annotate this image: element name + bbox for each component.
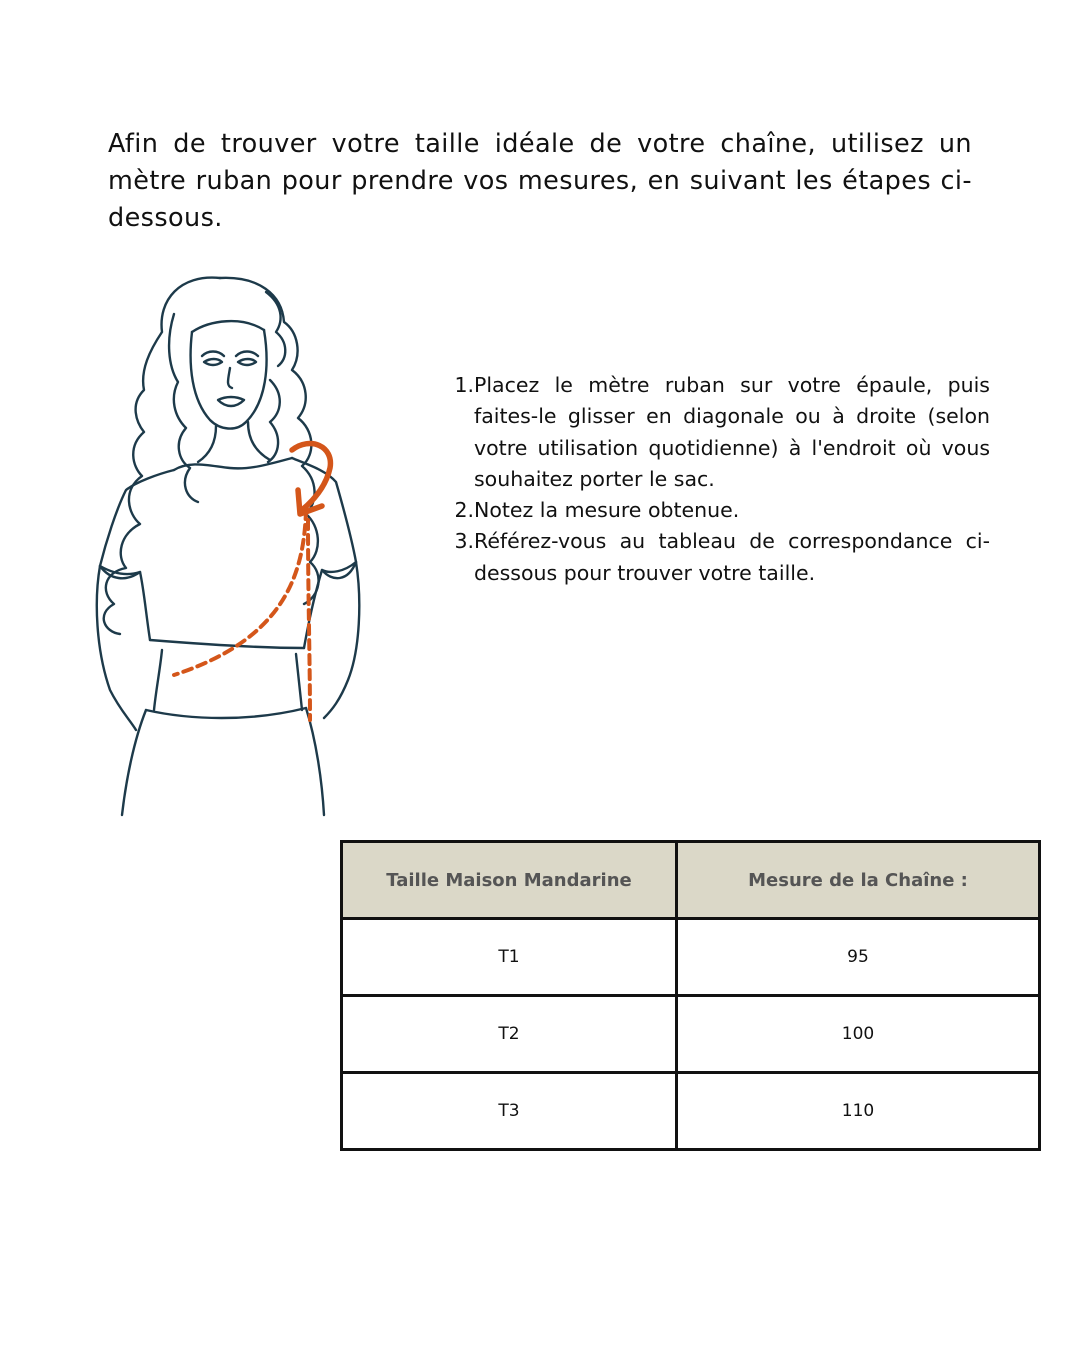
size-chart-table [340,840,1041,1151]
step-item [450,370,990,495]
step-number: 2. [454,498,474,523]
step-number: 3. [454,529,474,554]
step-text: Placez le mètre ruban sur votre épaule, puis faites-le glisser en diagonale ou à droite (selon votre utilisation quotidienne) à l'endroit où vous souhaitez porter le sac. [474,373,990,491]
instruction-steps [450,370,990,589]
step-text: Référez-vous au tableau de correspondance ci-dessous pour trouver votre taille. [474,529,990,585]
step-number: 1. [454,373,474,397]
woman-measuring-illustration [70,270,380,820]
intro-text: Afin de trouver votre taille idéale de votre chaîne, utilisez un mètre ruban pour prendre vos mesures, en suivant les étapes ci-dessous. [108,129,972,233]
table-row [342,996,1040,1073]
step-item [450,495,990,526]
table-row [342,919,1040,996]
header-chain-measure: Mesure de la Chaîne : [677,842,1040,919]
table-header-row [342,842,1040,919]
measure-cell: 95 [677,919,1040,996]
size-cell: T1 [342,919,677,996]
step-item [450,526,990,589]
header-size: Taille Maison Mandarine [342,842,677,919]
size-cell: T2 [342,996,677,1073]
measure-cell: 100 [677,996,1040,1073]
measure-cell: 110 [677,1073,1040,1150]
table-row [342,1073,1040,1150]
size-cell: T3 [342,1073,677,1150]
step-text: Notez la mesure obtenue. [474,498,740,523]
